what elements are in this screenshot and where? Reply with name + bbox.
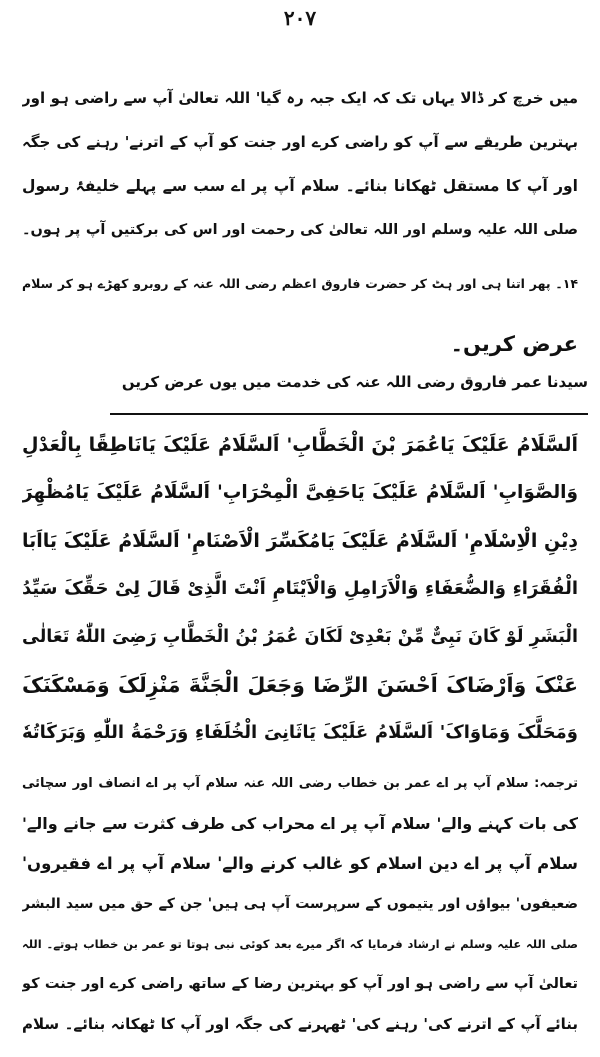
arabic-line: وَمَحَلَّکَ وَمَاوَاکَ' اَلسَّلَامُ عَلَیْکَ یَاثَانِیَ الْخُلَفَاءِ وَرَحْمَةُ اللّٰهِ وَبَرَکَاتُهٗ: [22, 722, 578, 743]
paragraph-line: بہترین طریقے سے آپ کو راضی کرے اور جنت کو آپ کے اترنے' رہنے کی جگہ: [22, 133, 578, 151]
translation-line: کی بات کہنے والے' سلام آپ پر اے محراب کی طرف کثرت سے جانے والے': [22, 814, 578, 833]
page-number: ۲۰۷: [283, 6, 317, 30]
heading-underline: [110, 413, 588, 415]
paragraph-line: ۱۴۔ پھر اتنا ہی اور ہٹ کر حضرت فاروق اعظم رضی اللہ عنہ کے روبرو کھڑے ہو کر سلام: [22, 276, 578, 291]
arabic-line: دِیْنِ الْاِسْلَامِ' اَلسَّلَامُ عَلَیْکَ یَامُکَسِّرَ الْاَصْنَامِ' اَلسَّلَامُ عَلَیْکَ یَااَبَا: [22, 530, 578, 552]
arabic-line: عَنْکَ وَاَرْضَاکَ اَحْسَنَ الرِّضَا وَجَعَلَ الْجَنَّةَ مَنْزِلَکَ وَمَسْکَنَکَ: [22, 673, 578, 697]
paragraph-line: عرض کریں۔: [450, 332, 578, 356]
arabic-line: الْبَشَرِ لَوْ کَانَ نَبِیٌّ مِّنْ بَعْدِیْ لَکَانَ عُمَرُ بْنُ الْخَطَّابِ رَضِیَ اللّٰهُ تَعَالٰی: [22, 627, 578, 647]
paragraph-line: میں خرچ کر ڈالا یہاں تک کہ ایک جبہ رہ گیا' اللہ تعالیٰ آپ سے راضی ہو اور: [22, 89, 578, 107]
translation-line: تعالیٰ آپ سے راضی ہو اور آپ کو بہترین رضا کے ساتھ راضی کرے اور جنت کو: [22, 976, 578, 992]
translation-line: بنائے آپ کے اترنے کی' رہنے کی' ٹھہرنے کی جگہ اور آپ کا ٹھکانہ بنائے۔ سلام: [22, 1015, 578, 1033]
paragraph-line: صلی اللہ علیہ وسلم اور اللہ تعالیٰ کی رحمت اور اس کی برکتیں آپ پر ہوں۔: [22, 222, 578, 238]
paragraph-line: اور آپ کا مستقل ٹھکانا بنائے۔ سلام آپ پر اے سب سے پہلے خلیفۂ رسول: [22, 177, 578, 195]
arabic-line: وَالصَّوَابِ' اَلسَّلَامُ عَلَیْکَ یَاحَفِیَّ الْمِحْرَابِ' اَلسَّلَامُ عَلَیْکَ یَامُظْهِرَ: [22, 482, 578, 503]
arabic-line: اَلسَّلَامُ عَلَیْکَ یَاعُمَرَ بْنَ الْخَطَّابِ' اَلسَّلَامُ عَلَیْکَ یَانَاطِقًا بِالْعَدْلِ: [22, 434, 578, 456]
translation-line: صلی اللہ علیہ وسلم نے ارشاد فرمایا کہ اگر میرے بعد کوئی نبی ہوتا تو عمر بن خطاب ہوتے۔ اللہ: [22, 937, 578, 951]
translation-line: ضعیفوں' بیواؤں اور یتیموں کے سرپرست آپ ہی ہیں' جن کے حق میں سید البشر: [22, 896, 578, 912]
translation-line: سلام آپ پر اے دین اسلام کو غالب کرنے والے' سلام آپ پر اے فقیروں': [22, 854, 578, 873]
section-heading: سیدنا عمر فاروق رضی اللہ عنہ کی خدمت میں یوں عرض کریں: [121, 373, 588, 391]
arabic-line: الْفُقَرَاءِ وَالضُّعَفَاءِ وَالْاَرَامِلِ وَالْاَیْتَامِ اَنْتَ الَّذِیْ قَالَ لِیْ حَقِّکَ سَیِّدُ: [22, 578, 578, 599]
translation-line: ترجمہ: سلام آپ پر اے عمر بن خطاب رضی اللہ عنہ سلام آپ پر اے انصاف اور سچائی: [22, 776, 578, 791]
